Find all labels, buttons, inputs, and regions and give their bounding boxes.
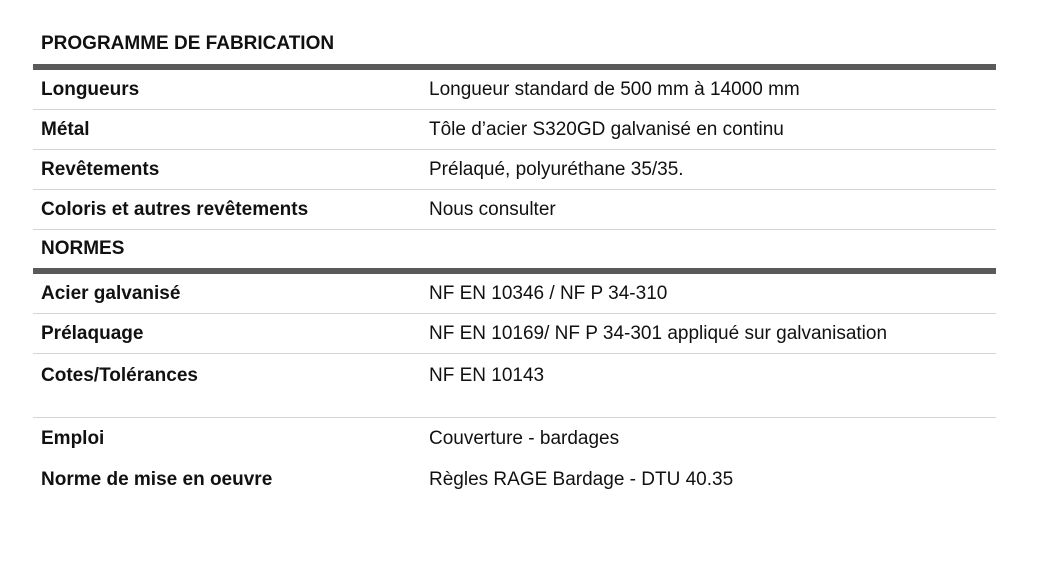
table-row	[33, 314, 996, 354]
table-row	[33, 418, 996, 460]
row-value: Tôle d’acier S320GD galvanisé en continu	[429, 118, 784, 140]
row-value: Règles RAGE Bardage - DTU 40.35	[429, 469, 734, 490]
table-row	[33, 274, 996, 314]
table-row	[33, 190, 996, 230]
row-label: Norme de mise en oeuvre	[41, 469, 273, 490]
table-row	[33, 70, 996, 110]
row-label: Emploi	[41, 428, 105, 449]
row-value: Couverture - bardages	[429, 428, 620, 449]
row-label: Prélaquage	[41, 322, 144, 344]
table-row	[33, 354, 996, 418]
row-label: Métal	[41, 118, 90, 140]
row-label: Coloris et autres revêtements	[41, 198, 309, 220]
row-label: Revêtements	[41, 158, 160, 180]
row-value: Longueur standard de 500 mm à 14000 mm	[429, 78, 800, 100]
section-title-fabrication: PROGRAMME DE FABRICATION	[41, 33, 335, 54]
row-value: NF EN 10169/ NF P 34-301 appliqué sur galvanisation	[429, 322, 888, 344]
row-value: NF EN 10346 / NF P 34-310	[429, 282, 668, 304]
row-label: Acier galvanisé	[41, 282, 181, 304]
row-label: Longueurs	[41, 78, 140, 100]
section-title-normes: NORMES	[41, 238, 125, 259]
table-row	[33, 110, 996, 150]
row-value: Prélaqué, polyuréthane 35/35.	[429, 158, 684, 180]
spec-sheet	[33, 0, 996, 500]
row-value: NF EN 10143	[429, 365, 545, 386]
row-value: Nous consulter	[429, 198, 556, 220]
table-row	[33, 150, 996, 190]
row-label: Cotes/Tolérances	[41, 365, 198, 386]
table-row	[33, 460, 996, 500]
